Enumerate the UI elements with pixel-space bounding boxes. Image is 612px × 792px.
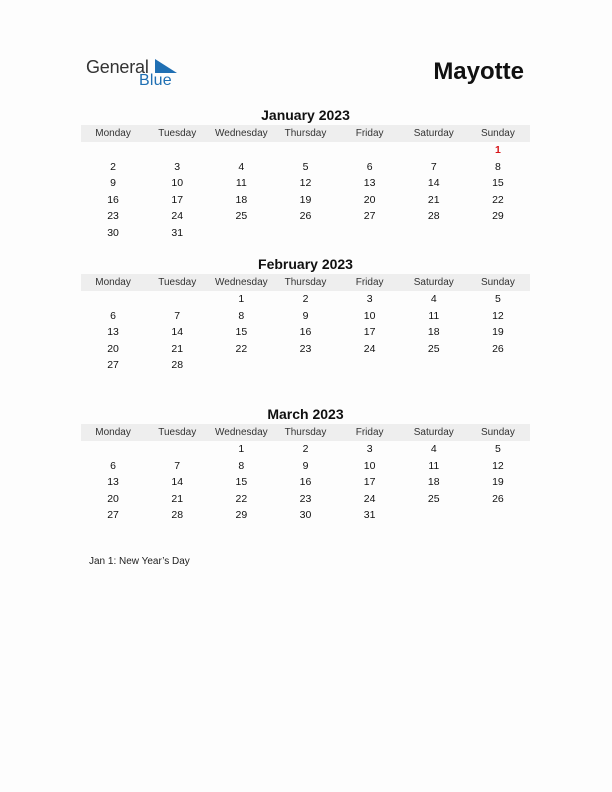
day-cell: 1: [238, 443, 245, 455]
day-cell: 24: [171, 210, 184, 223]
month-title: March 2023: [267, 406, 344, 422]
day-cell: 27: [107, 509, 119, 522]
day-cell: 17: [171, 193, 184, 206]
day-cell: 10: [363, 459, 376, 472]
day-cell: 11: [235, 177, 247, 190]
day-cell: 18: [427, 476, 440, 489]
day-cell: 12: [492, 459, 504, 472]
day-cell: 16: [299, 326, 312, 339]
day-cell: 3: [366, 443, 373, 455]
day-cell: 27: [363, 210, 376, 223]
weekday-label: Sunday: [480, 427, 515, 438]
weekday-label: Friday: [355, 427, 384, 438]
day-cell: 22: [235, 492, 248, 505]
day-cell: 4: [430, 293, 437, 305]
day-cell: 23: [299, 342, 312, 355]
day-cell: 24: [363, 492, 376, 505]
day-cell: 6: [110, 309, 116, 322]
day-cell: 5: [495, 293, 501, 305]
weekday-header: [81, 424, 530, 441]
empty-day-cell: [81, 142, 145, 159]
weekday-label: Saturday: [413, 277, 454, 288]
day-cell: 29: [235, 509, 248, 522]
weekday-label: Tuesday: [158, 427, 197, 438]
weekday-label: Friday: [355, 128, 384, 139]
day-cell: 19: [492, 326, 504, 339]
day-cell: 25: [427, 492, 440, 505]
day-cell: 23: [107, 210, 119, 223]
month-title: February 2023: [258, 256, 353, 272]
day-cell: 14: [427, 177, 440, 190]
month-march: [81, 405, 530, 524]
day-cell: 10: [363, 309, 376, 322]
day-cell: 26: [492, 342, 504, 355]
day-cell: 20: [363, 193, 376, 206]
day-cell: 31: [171, 226, 184, 239]
day-grid: [81, 291, 530, 374]
logo-blue-text: Blue: [139, 72, 172, 89]
day-cell: 10: [171, 177, 184, 190]
day-cell: 21: [171, 492, 184, 505]
day-cell: 17: [363, 326, 376, 339]
day-cell: 3: [174, 160, 181, 173]
day-cell: 31: [363, 509, 376, 522]
weekday-label: Wednesday: [215, 427, 268, 438]
day-cell: 18: [235, 193, 248, 206]
day-cell: 14: [171, 476, 184, 489]
day-cell: 12: [492, 309, 504, 322]
day-cell: 27: [107, 359, 119, 372]
day-cell: 8: [238, 459, 245, 472]
weekday-label: Wednesday: [215, 277, 268, 288]
weekday-label: Wednesday: [215, 128, 268, 139]
day-cell: 15: [235, 326, 248, 339]
day-grid: [81, 142, 530, 242]
day-cell: 9: [110, 177, 116, 190]
day-cell: 6: [366, 160, 373, 173]
day-cell: 17: [363, 476, 376, 489]
day-cell: 30: [107, 226, 119, 239]
day-cell: 13: [363, 177, 376, 190]
weekday-label: Friday: [355, 277, 384, 288]
day-cell: 15: [235, 476, 248, 489]
day-cell: 11: [428, 459, 440, 472]
day-cell: 28: [427, 210, 440, 223]
weekday-label: Thursday: [284, 427, 327, 438]
day-cell: 9: [302, 459, 309, 472]
weekday-label: Monday: [95, 128, 131, 139]
day-cell: 22: [235, 342, 248, 355]
day-cell: 3: [366, 293, 373, 305]
day-cell: 24: [363, 342, 376, 355]
holiday-day-cell: 1: [495, 144, 501, 156]
day-grid: [81, 441, 530, 524]
day-cell: 4: [430, 443, 437, 455]
generalblue-logo: [86, 57, 196, 91]
holiday-notes: [89, 556, 190, 567]
day-cell: 5: [495, 443, 501, 455]
weekday-label: Saturday: [413, 128, 454, 139]
day-cell: 19: [492, 476, 504, 489]
day-cell: 4: [238, 160, 245, 173]
weekday-label: Tuesday: [158, 277, 197, 288]
weekday-label: Saturday: [413, 427, 454, 438]
empty-day-cell: [145, 291, 209, 308]
day-cell: 23: [299, 492, 312, 505]
weekday-label: Sunday: [480, 128, 515, 139]
weekday-label: Monday: [95, 427, 131, 438]
empty-day-cell: [145, 142, 209, 159]
day-cell: 13: [107, 326, 119, 339]
empty-day-cell: [402, 142, 466, 159]
day-cell: 29: [492, 210, 504, 223]
weekday-label: Monday: [95, 277, 131, 288]
day-cell: 20: [107, 342, 119, 355]
day-cell: 13: [107, 476, 119, 489]
day-cell: 18: [427, 326, 440, 339]
holiday-note: Jan 1: New Year’s Day: [89, 556, 190, 567]
day-cell: 6: [110, 459, 116, 472]
weekday-label: Tuesday: [158, 128, 197, 139]
day-cell: 28: [171, 359, 184, 372]
day-cell: 9: [302, 309, 309, 322]
day-cell: 2: [302, 293, 309, 305]
day-cell: 16: [107, 193, 119, 206]
empty-day-cell: [145, 441, 209, 458]
country-title: Mayotte: [433, 58, 524, 85]
month-january: [81, 106, 530, 242]
day-cell: 7: [174, 309, 181, 322]
empty-day-cell: [209, 142, 273, 159]
day-cell: 26: [299, 210, 312, 223]
day-cell: 21: [427, 193, 440, 206]
day-cell: 5: [302, 160, 309, 173]
empty-day-cell: [81, 441, 145, 458]
logo-general-text: General: [86, 57, 149, 77]
weekday-label: Thursday: [284, 277, 327, 288]
weekday-header: [81, 125, 530, 142]
day-cell: 7: [430, 160, 437, 173]
weekday-header: [81, 274, 530, 291]
month-title: January 2023: [261, 107, 350, 123]
day-cell: 26: [492, 492, 504, 505]
day-cell: 21: [171, 342, 184, 355]
day-cell: 22: [492, 193, 504, 206]
day-cell: 25: [427, 342, 440, 355]
day-cell: 30: [299, 509, 312, 522]
empty-day-cell: [273, 142, 337, 159]
logo-triangle-icon: [155, 59, 177, 73]
weekday-label: Thursday: [284, 128, 327, 139]
day-cell: 28: [171, 509, 184, 522]
day-cell: 14: [171, 326, 184, 339]
empty-day-cell: [338, 142, 402, 159]
empty-day-cell: [81, 291, 145, 308]
weekday-label: Sunday: [480, 277, 515, 288]
day-cell: 11: [428, 309, 440, 322]
day-cell: 19: [299, 193, 312, 206]
day-cell: 8: [495, 160, 501, 173]
day-cell: 1: [238, 293, 245, 305]
day-cell: 2: [110, 160, 116, 173]
day-cell: 15: [492, 177, 504, 190]
day-cell: 20: [107, 492, 119, 505]
day-cell: 16: [299, 476, 312, 489]
day-cell: 12: [299, 177, 312, 190]
day-cell: 7: [174, 459, 181, 472]
day-cell: 25: [235, 210, 248, 223]
day-cell: 2: [302, 443, 309, 455]
day-cell: 8: [238, 309, 245, 322]
month-february: [81, 255, 530, 374]
